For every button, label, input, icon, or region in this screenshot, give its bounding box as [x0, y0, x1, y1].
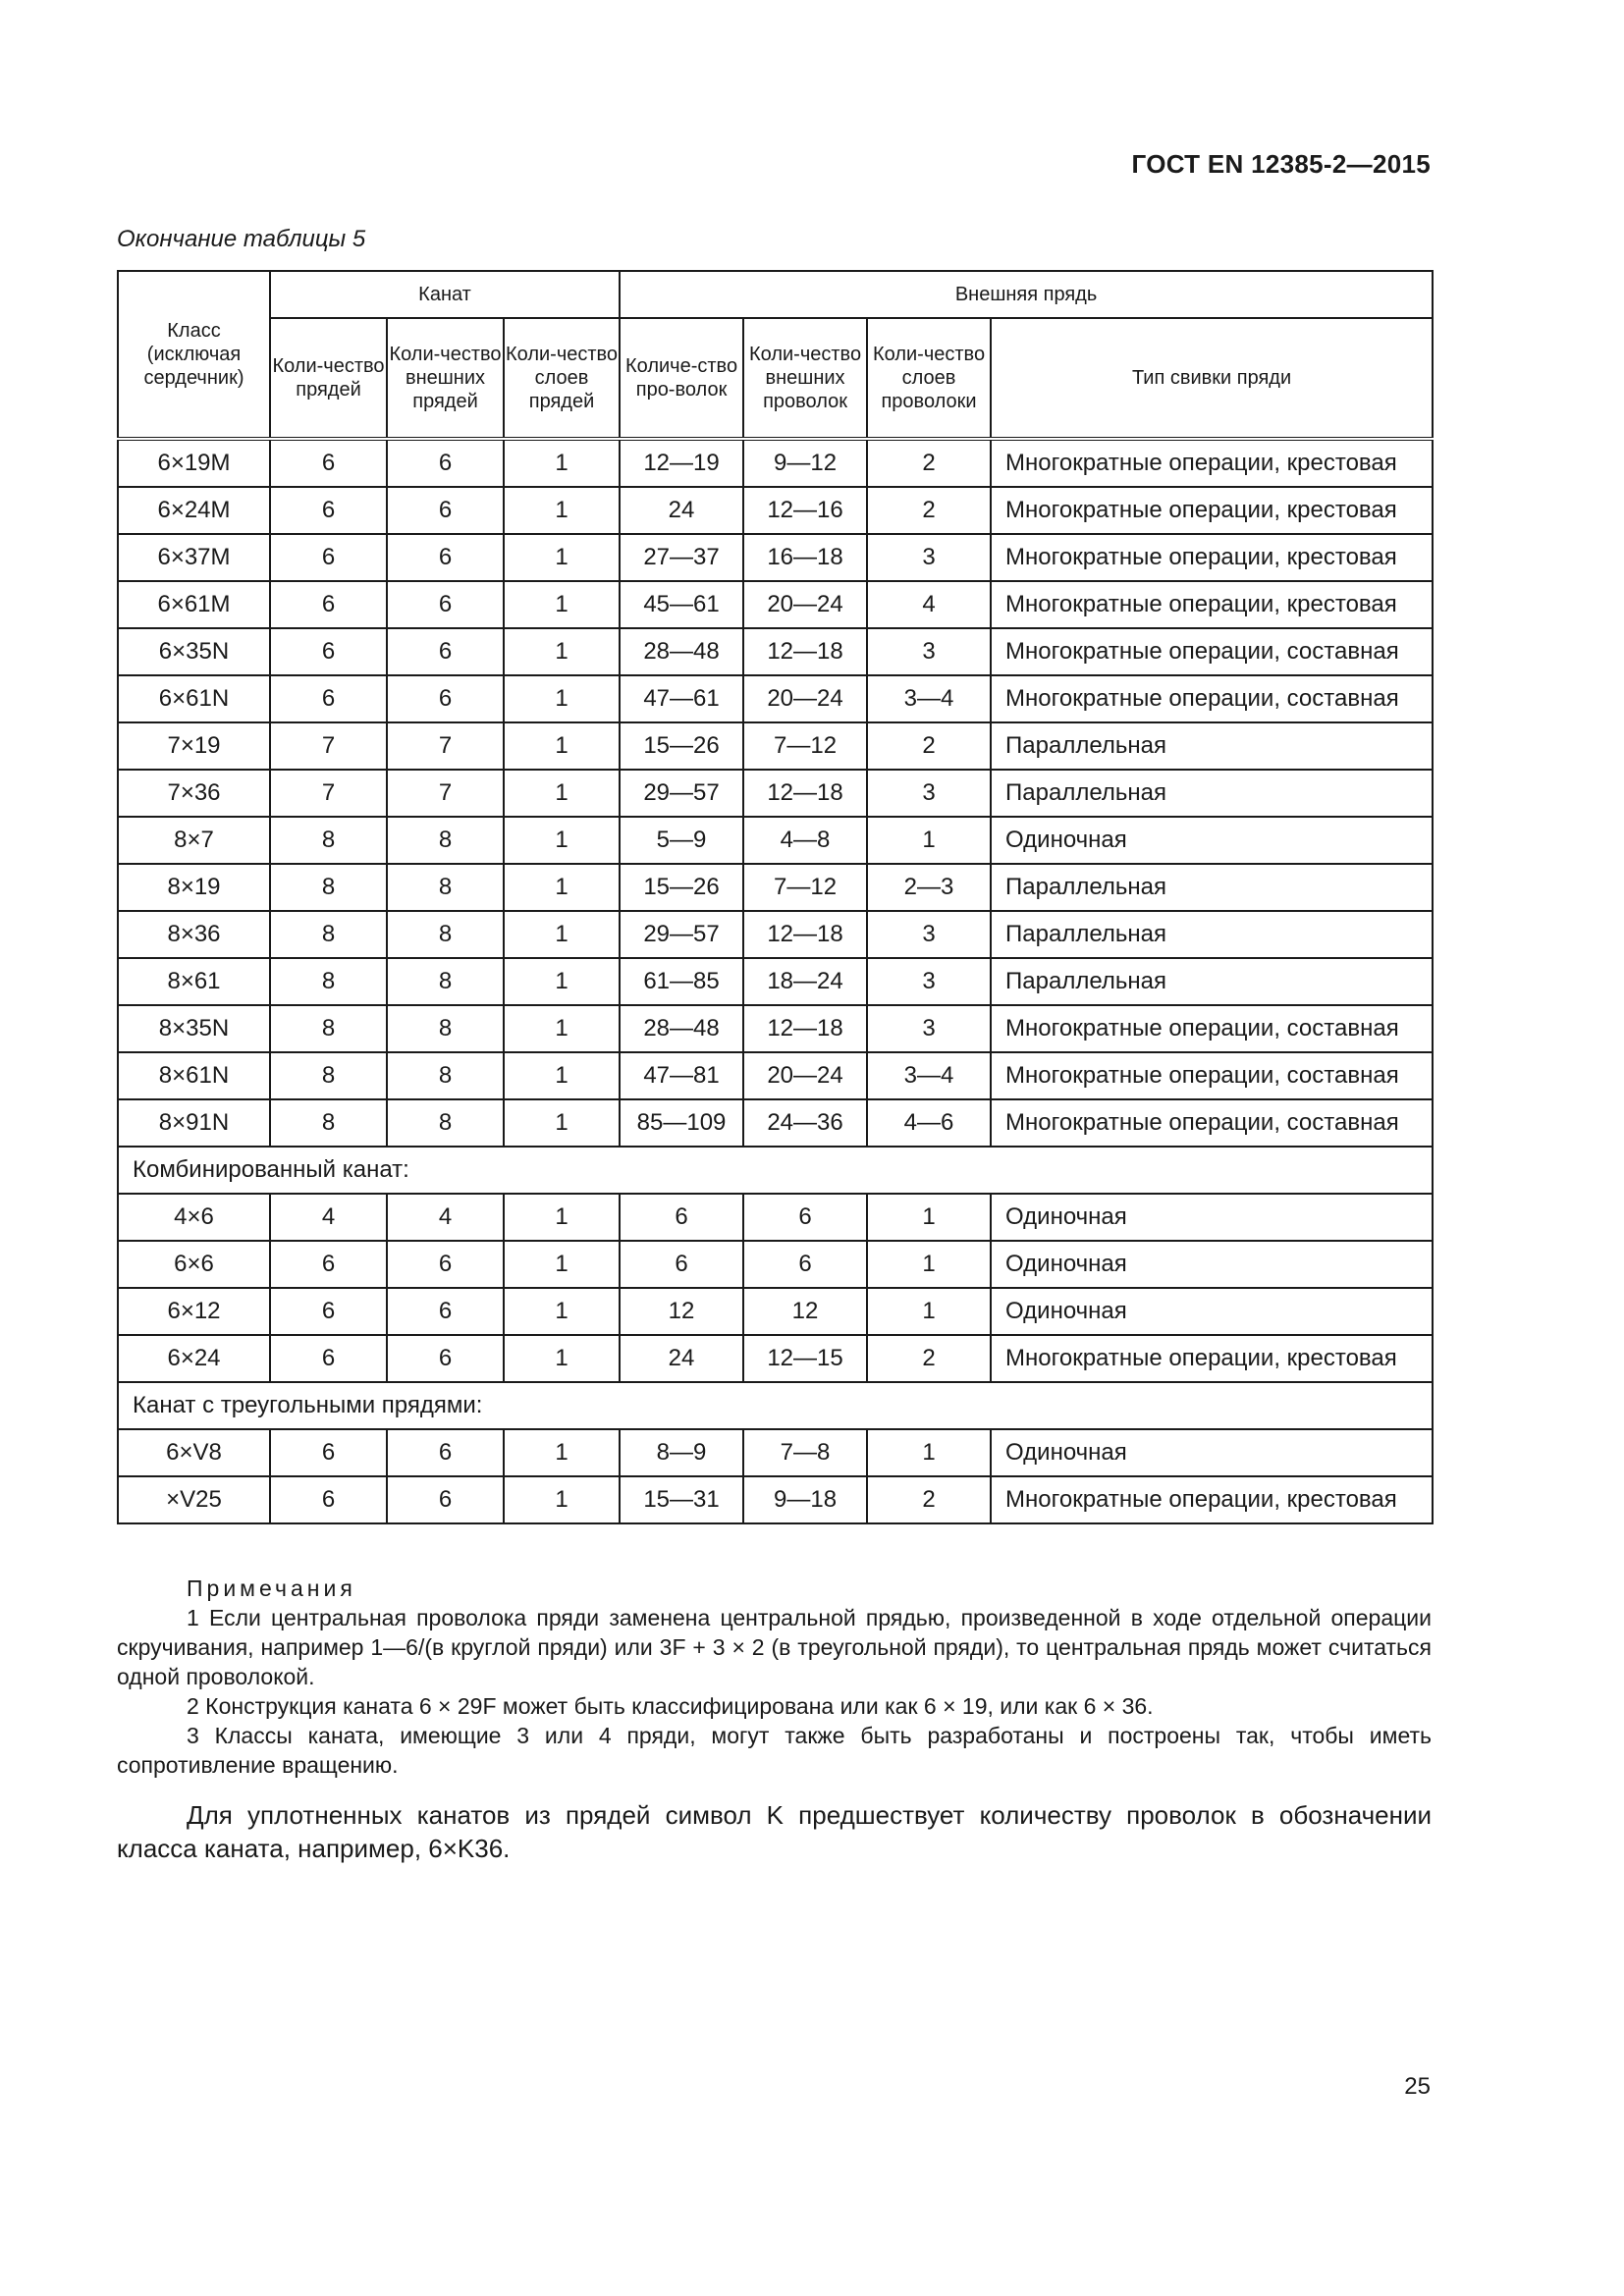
- cell-wire-layers: 2: [867, 1476, 991, 1523]
- cell-rope-strands: 7: [270, 722, 387, 770]
- cell-rope-layers: 1: [504, 817, 620, 864]
- header-lay-type: Тип свивки пряди: [991, 318, 1433, 439]
- cell-rope-strands: 6: [270, 534, 387, 581]
- cell-outer-wires: 9—12: [743, 439, 867, 487]
- cell-rope-outer-strands: 6: [387, 1335, 504, 1382]
- note-item: 3 Классы каната, имеющие 3 или 4 пряди, могут также быть разработаны и построены так, чтобы иметь сопротивление вращению.: [117, 1723, 1432, 1778]
- cell-outer-wires: 18—24: [743, 958, 867, 1005]
- group-label-triangular: Канат с треугольными прядями:: [118, 1382, 1433, 1429]
- cell-rope-layers: 1: [504, 1194, 620, 1241]
- cell-rope-strands: 6: [270, 581, 387, 628]
- cell-wire-layers: 2: [867, 487, 991, 534]
- cell-class: 8×61: [118, 958, 270, 1005]
- cell-class: 8×7: [118, 817, 270, 864]
- notes-title: Примечания: [187, 1575, 356, 1601]
- cell-rope-outer-strands: 6: [387, 581, 504, 628]
- header-rope-outer-strands: Коли-чество внешних прядей: [387, 318, 504, 439]
- cell-wire-count: 85—109: [620, 1099, 743, 1147]
- table-row: [118, 1288, 1433, 1335]
- cell-lay-type: Параллельная: [991, 864, 1433, 911]
- cell-rope-strands: 8: [270, 911, 387, 958]
- cell-lay-type: Одиночная: [991, 1288, 1433, 1335]
- cell-wire-count: 15—31: [620, 1476, 743, 1523]
- table-row: [118, 628, 1433, 675]
- cell-class: 8×35N: [118, 1005, 270, 1052]
- cell-rope-strands: 8: [270, 1052, 387, 1099]
- cell-class: 6×V8: [118, 1429, 270, 1476]
- cell-rope-strands: 6: [270, 675, 387, 722]
- cell-wire-count: 12—19: [620, 439, 743, 487]
- cell-lay-type: Одиночная: [991, 1194, 1433, 1241]
- cell-rope-strands: 6: [270, 439, 387, 487]
- cell-rope-layers: 1: [504, 770, 620, 817]
- cell-lay-type: Одиночная: [991, 817, 1433, 864]
- cell-lay-type: Многократные операции, составная: [991, 628, 1433, 675]
- header-rope-layers: Коли-чество слоев прядей: [504, 318, 620, 439]
- cell-rope-strands: 6: [270, 1429, 387, 1476]
- cell-rope-layers: 1: [504, 581, 620, 628]
- cell-lay-type: Одиночная: [991, 1429, 1433, 1476]
- cell-rope-outer-strands: 7: [387, 770, 504, 817]
- cell-outer-wires: 7—12: [743, 722, 867, 770]
- cell-rope-layers: 1: [504, 1335, 620, 1382]
- cell-wire-layers: 2—3: [867, 864, 991, 911]
- cell-class: 6×61N: [118, 675, 270, 722]
- cell-outer-wires: 12—18: [743, 1005, 867, 1052]
- cell-class: 6×6: [118, 1241, 270, 1288]
- cell-outer-wires: 6: [743, 1241, 867, 1288]
- cell-rope-outer-strands: 8: [387, 1099, 504, 1147]
- document-standard-header: ГОСТ EN 12385-2—2015: [1131, 149, 1431, 179]
- cell-wire-count: 47—61: [620, 675, 743, 722]
- cell-class: 6×12: [118, 1288, 270, 1335]
- cell-rope-outer-strands: 6: [387, 1429, 504, 1476]
- group-row-combined: [118, 1147, 1433, 1194]
- cell-lay-type: Многократные операции, составная: [991, 675, 1433, 722]
- table-row: [118, 1099, 1433, 1147]
- table-row: [118, 675, 1433, 722]
- cell-wire-layers: 4—6: [867, 1099, 991, 1147]
- cell-outer-wires: 7—8: [743, 1429, 867, 1476]
- cell-wire-count: 24: [620, 487, 743, 534]
- cell-lay-type: Многократные операции, крестовая: [991, 581, 1433, 628]
- cell-wire-count: 27—37: [620, 534, 743, 581]
- cell-rope-layers: 1: [504, 534, 620, 581]
- note-item: 1 Если центральная проволока пряди заменена центральной прядью, произведенной в ходе отдельной операции скручивания, например 1—6/(в круглой пряди) или 3F + 3 × 2 (в треугольной пряди), то центральная прядь может считаться одной проволокой.: [117, 1605, 1432, 1689]
- cell-rope-outer-strands: 6: [387, 628, 504, 675]
- cell-wire-count: 24: [620, 1335, 743, 1382]
- cell-outer-wires: 12—18: [743, 911, 867, 958]
- cell-rope-outer-strands: 8: [387, 817, 504, 864]
- cell-rope-strands: 8: [270, 864, 387, 911]
- cell-wire-layers: 4: [867, 581, 991, 628]
- cell-class: 6×19M: [118, 439, 270, 487]
- cell-lay-type: Одиночная: [991, 1241, 1433, 1288]
- cell-rope-strands: 8: [270, 1099, 387, 1147]
- cell-outer-wires: 20—24: [743, 675, 867, 722]
- cell-outer-wires: 20—24: [743, 1052, 867, 1099]
- cell-rope-strands: 8: [270, 958, 387, 1005]
- cell-rope-outer-strands: 7: [387, 722, 504, 770]
- cell-rope-outer-strands: 8: [387, 864, 504, 911]
- table-body: [118, 439, 1433, 1523]
- cell-wire-count: 6: [620, 1194, 743, 1241]
- header-rope-group: Канат: [270, 271, 620, 318]
- cell-lay-type: Многократные операции, крестовая: [991, 487, 1433, 534]
- cell-outer-wires: 24—36: [743, 1099, 867, 1147]
- cell-wire-count: 15—26: [620, 864, 743, 911]
- cell-class: 7×36: [118, 770, 270, 817]
- cell-outer-wires: 12—15: [743, 1335, 867, 1382]
- cell-rope-outer-strands: 6: [387, 534, 504, 581]
- cell-rope-strands: 8: [270, 1005, 387, 1052]
- table-row: [118, 487, 1433, 534]
- cell-wire-layers: 1: [867, 1429, 991, 1476]
- cell-outer-wires: 12—18: [743, 770, 867, 817]
- cell-rope-layers: 1: [504, 864, 620, 911]
- cell-wire-layers: 3—4: [867, 1052, 991, 1099]
- table-row: [118, 817, 1433, 864]
- table-row: [118, 1476, 1433, 1523]
- cell-wire-count: 8—9: [620, 1429, 743, 1476]
- cell-rope-layers: 1: [504, 1005, 620, 1052]
- table-row: [118, 1335, 1433, 1382]
- table-row: [118, 1194, 1433, 1241]
- header-class: Класс (исключая сердечник): [118, 271, 270, 439]
- cell-wire-count: 15—26: [620, 722, 743, 770]
- cell-class: 8×19: [118, 864, 270, 911]
- table-row: [118, 911, 1433, 958]
- cell-lay-type: Многократные операции, крестовая: [991, 1335, 1433, 1382]
- table-row: [118, 1005, 1433, 1052]
- cell-rope-strands: 6: [270, 1288, 387, 1335]
- cell-rope-strands: 6: [270, 1335, 387, 1382]
- cell-outer-wires: 16—18: [743, 534, 867, 581]
- cell-wire-layers: 1: [867, 817, 991, 864]
- table-row: [118, 1241, 1433, 1288]
- cell-outer-wires: 4—8: [743, 817, 867, 864]
- cell-class: ×V25: [118, 1476, 270, 1523]
- cell-wire-count: 28—48: [620, 628, 743, 675]
- cell-lay-type: Параллельная: [991, 722, 1433, 770]
- cell-lay-type: Параллельная: [991, 911, 1433, 958]
- cell-wire-count: 29—57: [620, 911, 743, 958]
- cell-wire-layers: 3: [867, 911, 991, 958]
- cell-rope-layers: 1: [504, 628, 620, 675]
- cell-wire-layers: 3: [867, 1005, 991, 1052]
- cell-rope-layers: 1: [504, 722, 620, 770]
- cell-wire-count: 6: [620, 1241, 743, 1288]
- table-row: [118, 1052, 1433, 1099]
- table-caption: Окончание таблицы 5: [117, 226, 366, 252]
- cell-outer-wires: 9—18: [743, 1476, 867, 1523]
- cell-outer-wires: 6: [743, 1194, 867, 1241]
- cell-rope-outer-strands: 8: [387, 958, 504, 1005]
- cell-wire-count: 5—9: [620, 817, 743, 864]
- cell-rope-strands: 6: [270, 1476, 387, 1523]
- cell-wire-layers: 3: [867, 628, 991, 675]
- cell-wire-layers: 2: [867, 722, 991, 770]
- cell-rope-outer-strands: 6: [387, 675, 504, 722]
- body-paragraph: Для уплотненных канатов из прядей символ K предшествует количеству проволок в обозначении класса каната, например, 6×K36.: [117, 1800, 1432, 1863]
- cell-rope-outer-strands: 6: [387, 1476, 504, 1523]
- cell-rope-outer-strands: 6: [387, 487, 504, 534]
- cell-rope-outer-strands: 8: [387, 911, 504, 958]
- cell-outer-wires: 20—24: [743, 581, 867, 628]
- cell-rope-strands: 7: [270, 770, 387, 817]
- cell-class: 8×61N: [118, 1052, 270, 1099]
- cell-rope-layers: 1: [504, 487, 620, 534]
- cell-lay-type: Параллельная: [991, 958, 1433, 1005]
- cell-lay-type: Многократные операции, составная: [991, 1099, 1433, 1147]
- cell-wire-count: 28—48: [620, 1005, 743, 1052]
- cell-rope-layers: 1: [504, 958, 620, 1005]
- table-row: [118, 581, 1433, 628]
- cell-rope-outer-strands: 6: [387, 439, 504, 487]
- group-row-triangular: [118, 1382, 1433, 1429]
- table-row: [118, 439, 1433, 487]
- cell-class: 6×37M: [118, 534, 270, 581]
- table-row: [118, 1429, 1433, 1476]
- group-label-combined: Комбинированный канат:: [118, 1147, 1433, 1194]
- cell-rope-outer-strands: 8: [387, 1052, 504, 1099]
- cell-lay-type: Многократные операции, крестовая: [991, 1476, 1433, 1523]
- cell-class: 4×6: [118, 1194, 270, 1241]
- cell-rope-outer-strands: 6: [387, 1288, 504, 1335]
- cell-wire-layers: 1: [867, 1241, 991, 1288]
- cell-rope-outer-strands: 4: [387, 1194, 504, 1241]
- cell-outer-wires: 7—12: [743, 864, 867, 911]
- cell-rope-strands: 8: [270, 817, 387, 864]
- cell-class: 6×35N: [118, 628, 270, 675]
- cell-wire-count: 29—57: [620, 770, 743, 817]
- cell-class: 6×24M: [118, 487, 270, 534]
- rope-class-table: [117, 270, 1434, 1524]
- notes-section: [117, 1574, 1432, 1780]
- cell-rope-layers: 1: [504, 1288, 620, 1335]
- cell-rope-strands: 6: [270, 487, 387, 534]
- cell-wire-layers: 3: [867, 770, 991, 817]
- table-row: [118, 534, 1433, 581]
- cell-wire-layers: 3: [867, 958, 991, 1005]
- cell-rope-layers: 1: [504, 1476, 620, 1523]
- cell-class: 6×61M: [118, 581, 270, 628]
- cell-wire-count: 12: [620, 1288, 743, 1335]
- cell-rope-strands: 4: [270, 1194, 387, 1241]
- cell-wire-count: 47—81: [620, 1052, 743, 1099]
- cell-wire-layers: 2: [867, 1335, 991, 1382]
- table-row: [118, 958, 1433, 1005]
- cell-class: 7×19: [118, 722, 270, 770]
- cell-wire-layers: 1: [867, 1194, 991, 1241]
- cell-class: 8×91N: [118, 1099, 270, 1147]
- cell-rope-layers: 1: [504, 1052, 620, 1099]
- cell-wire-layers: 3—4: [867, 675, 991, 722]
- cell-lay-type: Многократные операции, крестовая: [991, 534, 1433, 581]
- cell-rope-outer-strands: 6: [387, 1241, 504, 1288]
- header-strand-group: Внешняя прядь: [620, 271, 1433, 318]
- header-wire-count: Количе-ство про-волок: [620, 318, 743, 439]
- cell-outer-wires: 12—16: [743, 487, 867, 534]
- cell-rope-layers: 1: [504, 1429, 620, 1476]
- cell-rope-layers: 1: [504, 911, 620, 958]
- cell-lay-type: Многократные операции, составная: [991, 1005, 1433, 1052]
- cell-rope-layers: 1: [504, 1099, 620, 1147]
- cell-lay-type: Параллельная: [991, 770, 1433, 817]
- cell-wire-layers: 2: [867, 439, 991, 487]
- cell-wire-count: 61—85: [620, 958, 743, 1005]
- table-row: [118, 864, 1433, 911]
- cell-rope-layers: 1: [504, 1241, 620, 1288]
- cell-rope-strands: 6: [270, 628, 387, 675]
- cell-lay-type: Многократные операции, крестовая: [991, 439, 1433, 487]
- cell-outer-wires: 12—18: [743, 628, 867, 675]
- cell-class: 8×36: [118, 911, 270, 958]
- page-number: 25: [1404, 2073, 1431, 2100]
- cell-rope-layers: 1: [504, 439, 620, 487]
- cell-wire-layers: 1: [867, 1288, 991, 1335]
- header-outer-wires: Коли-чество внешних проволок: [743, 318, 867, 439]
- cell-rope-layers: 1: [504, 675, 620, 722]
- table-row: [118, 770, 1433, 817]
- cell-class: 6×24: [118, 1335, 270, 1382]
- cell-wire-count: 45—61: [620, 581, 743, 628]
- cell-wire-layers: 3: [867, 534, 991, 581]
- cell-outer-wires: 12: [743, 1288, 867, 1335]
- header-rope-strands: Коли-чество прядей: [270, 318, 387, 439]
- cell-rope-strands: 6: [270, 1241, 387, 1288]
- note-item: 2 Конструкция каната 6 × 29F может быть классифицирована или как 6 × 19, или как 6 × 36.: [187, 1693, 1154, 1719]
- cell-rope-outer-strands: 8: [387, 1005, 504, 1052]
- table-row: [118, 722, 1433, 770]
- cell-lay-type: Многократные операции, составная: [991, 1052, 1433, 1099]
- header-wire-layers: Коли-чество слоев проволоки: [867, 318, 991, 439]
